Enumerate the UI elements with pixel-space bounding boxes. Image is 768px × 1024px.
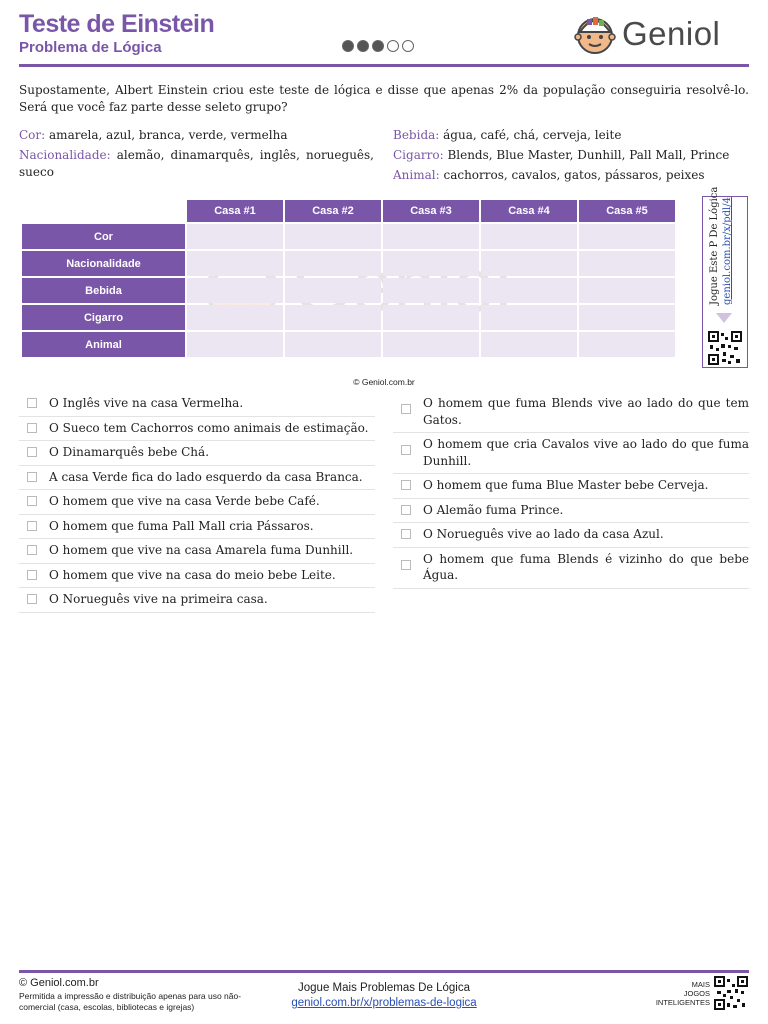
- grid-cell[interactable]: [285, 278, 381, 303]
- difficulty-rating: [342, 40, 414, 52]
- clue-text: O homem que vive na casa Verde bebe Café.: [49, 494, 320, 508]
- grid-col-header: Casa #5: [579, 200, 675, 222]
- grid-cell[interactable]: [285, 224, 381, 249]
- checkbox-icon[interactable]: [401, 404, 411, 414]
- grid-cell[interactable]: [383, 251, 479, 276]
- checkbox-icon[interactable]: [27, 447, 37, 457]
- grid-cell[interactable]: [187, 305, 283, 330]
- grid-cell[interactable]: [579, 278, 675, 303]
- more-games-label: MAIS JOGOS INTELIGENTES: [655, 980, 710, 1007]
- clue-text: O Inglês vive na casa Vermelha.: [49, 396, 244, 410]
- grid-row-header: Cigarro: [22, 305, 185, 330]
- grid-cell[interactable]: [579, 305, 675, 330]
- clue-item: [19, 441, 375, 466]
- clue-text: O homem que cria Cavalos vive ao lado do que fuma Dunhill.: [423, 437, 749, 468]
- checkbox-icon[interactable]: [27, 472, 37, 482]
- grid-cell[interactable]: [285, 305, 381, 330]
- grid-cell[interactable]: [383, 224, 479, 249]
- grid-cell[interactable]: [579, 332, 675, 357]
- attr-cor: Cor: amarela, azul, branca, verde, vermelha: [19, 128, 288, 142]
- attr-cigarro: Cigarro: Blends, Blue Master, Dunhill, Pall Mall, Prince: [393, 148, 730, 162]
- clue-list-right: [393, 392, 749, 589]
- footer-cta: [250, 981, 518, 1011]
- grid-cell[interactable]: [579, 251, 675, 276]
- copyright-note: © Geniol.com.br: [353, 377, 415, 387]
- checkbox-icon[interactable]: [401, 529, 411, 539]
- footer-license: [19, 977, 259, 1013]
- grid-cell[interactable]: [481, 305, 577, 330]
- clue-item: [393, 523, 749, 548]
- clue-item: [393, 433, 749, 474]
- grid-cell[interactable]: [383, 305, 479, 330]
- checkbox-icon[interactable]: [27, 496, 37, 506]
- clue-text: A casa Verde fica do lado esquerdo da casa Branca.: [49, 469, 363, 484]
- checkbox-icon[interactable]: [27, 570, 37, 580]
- grid-row: [22, 251, 675, 276]
- difficulty-dot-icon: [387, 40, 399, 52]
- difficulty-dot-icon: [357, 40, 369, 52]
- grid-cell[interactable]: [481, 332, 577, 357]
- difficulty-dot-icon: [342, 40, 354, 52]
- grid-row-header: Animal: [22, 332, 185, 357]
- solution-grid: [20, 198, 677, 359]
- clue-item: [19, 515, 375, 540]
- clue-item: [19, 490, 375, 515]
- checkbox-icon[interactable]: [401, 480, 411, 490]
- grid-cell[interactable]: [285, 332, 381, 357]
- checkbox-icon[interactable]: [27, 594, 37, 604]
- checkbox-icon[interactable]: [27, 398, 37, 408]
- footer-cta-link[interactable]: geniol.com.br/x/problemas-de-logica: [291, 997, 477, 1009]
- qr-code-icon[interactable]: [708, 331, 742, 365]
- clue-text: O Alemão fuma Prince.: [423, 502, 564, 517]
- clue-text: O homem que fuma Blue Master bebe Cerveja.: [423, 478, 709, 492]
- attr-bebida: Bebida: água, café, chá, cerveja, leite: [393, 128, 622, 142]
- checkbox-icon[interactable]: [27, 423, 37, 433]
- grid-col-header: Casa #4: [481, 200, 577, 222]
- arrow-down-icon: [716, 313, 732, 323]
- clue-text: O homem que fuma Pall Mall cria Pássaros.: [49, 518, 314, 533]
- clue-list-left: [19, 392, 375, 613]
- grid-row: [22, 224, 675, 249]
- play-online-text: Jogue Este P De Lógica geniol.com.br/x/pdl/4: [709, 186, 733, 305]
- grid-col-header: Casa #1: [187, 200, 283, 222]
- grid-col-header: Casa #2: [285, 200, 381, 222]
- clue-text: O Norueguês vive ao lado da casa Azul.: [423, 527, 664, 541]
- grid-cell[interactable]: [187, 332, 283, 357]
- grid-row: [22, 332, 675, 357]
- play-online-link[interactable]: geniol.com.br/x/pdl/4: [722, 197, 733, 305]
- play-online-box: [702, 186, 748, 368]
- grid-row: [22, 305, 675, 330]
- footer-site: © Geniol.com.br: [19, 977, 99, 989]
- grid-row-header: Cor: [22, 224, 185, 249]
- clue-item: [19, 539, 375, 564]
- grid-cell[interactable]: [285, 251, 381, 276]
- clue-item: [19, 417, 375, 442]
- clue-item: [393, 392, 749, 433]
- clue-text: O homem que fuma Blends vive ao lado do que tem Gatos.: [423, 396, 749, 427]
- geniol-head-icon: [574, 10, 616, 58]
- clue-text: O Sueco tem Cachorros como animais de estimação.: [49, 420, 369, 435]
- attr-nacionalidade: Nacionalidade: alemão, dinamarquês, inglês, norueguês, sueco: [19, 148, 374, 179]
- clue-text: O Norueguês vive na primeira casa.: [49, 592, 268, 606]
- grid-cell[interactable]: [481, 224, 577, 249]
- footer-license-text: Permitida a impressão e distribuição apenas para uso não-comercial (casa, escolas, bibliotecas e igrejas): [19, 991, 242, 1012]
- attr-animal: Animal: cachorros, cavalos, gatos, pássaros, peixes: [393, 168, 705, 182]
- grid-cell[interactable]: [187, 278, 283, 303]
- intro-text: Supostamente, Albert Einstein criou este teste de lógica e disse que apenas 2% da população conseguiria resolvê-lo. Será que você faz parte desse seleto grupo?: [19, 83, 749, 114]
- footer-divider: [19, 970, 749, 973]
- clue-item: [393, 474, 749, 499]
- geniol-logo: [574, 10, 720, 58]
- clue-text: O Dinamarquês bebe Chá.: [49, 445, 210, 459]
- clue-item: [393, 499, 749, 524]
- grid-row: [22, 278, 675, 303]
- checkbox-icon[interactable]: [401, 505, 411, 515]
- logo-text: Geniol: [622, 15, 721, 52]
- clue-item: [19, 588, 375, 613]
- clue-item: [19, 392, 375, 417]
- grid-cell[interactable]: [187, 224, 283, 249]
- grid-row-header: Bebida: [22, 278, 185, 303]
- checkbox-icon[interactable]: [401, 445, 411, 455]
- grid-cell[interactable]: [383, 332, 479, 357]
- grid-corner: [22, 200, 185, 222]
- clue-text: O homem que vive na casa Amarela fuma Dunhill.: [49, 543, 354, 557]
- checkbox-icon[interactable]: [27, 521, 37, 531]
- qr-code-icon[interactable]: [714, 976, 748, 1010]
- grid-row-header: Nacionalidade: [22, 251, 185, 276]
- grid-cell[interactable]: [187, 251, 283, 276]
- clue-item: [393, 548, 749, 589]
- grid-cell[interactable]: [383, 278, 479, 303]
- clue-item: [19, 466, 375, 491]
- grid-cell[interactable]: [579, 224, 675, 249]
- grid-cell[interactable]: [481, 251, 577, 276]
- page-title: Teste de Einstein: [19, 10, 215, 38]
- grid-col-header: Casa #3: [383, 200, 479, 222]
- clue-item: [19, 564, 375, 589]
- checkbox-icon[interactable]: [401, 560, 411, 570]
- footer-cta-text: Jogue Mais Problemas De Lógica: [298, 982, 470, 994]
- checkbox-icon[interactable]: [27, 545, 37, 555]
- clue-text: O homem que vive na casa do meio bebe Leite.: [49, 567, 336, 582]
- clue-text: O homem que fuma Blends é vizinho do que bebe Água.: [423, 551, 749, 582]
- page-subtitle: Problema de Lógica: [19, 39, 162, 56]
- difficulty-dot-icon: [402, 40, 414, 52]
- grid-cell[interactable]: [481, 278, 577, 303]
- difficulty-dot-icon: [372, 40, 384, 52]
- header-divider: [19, 64, 749, 67]
